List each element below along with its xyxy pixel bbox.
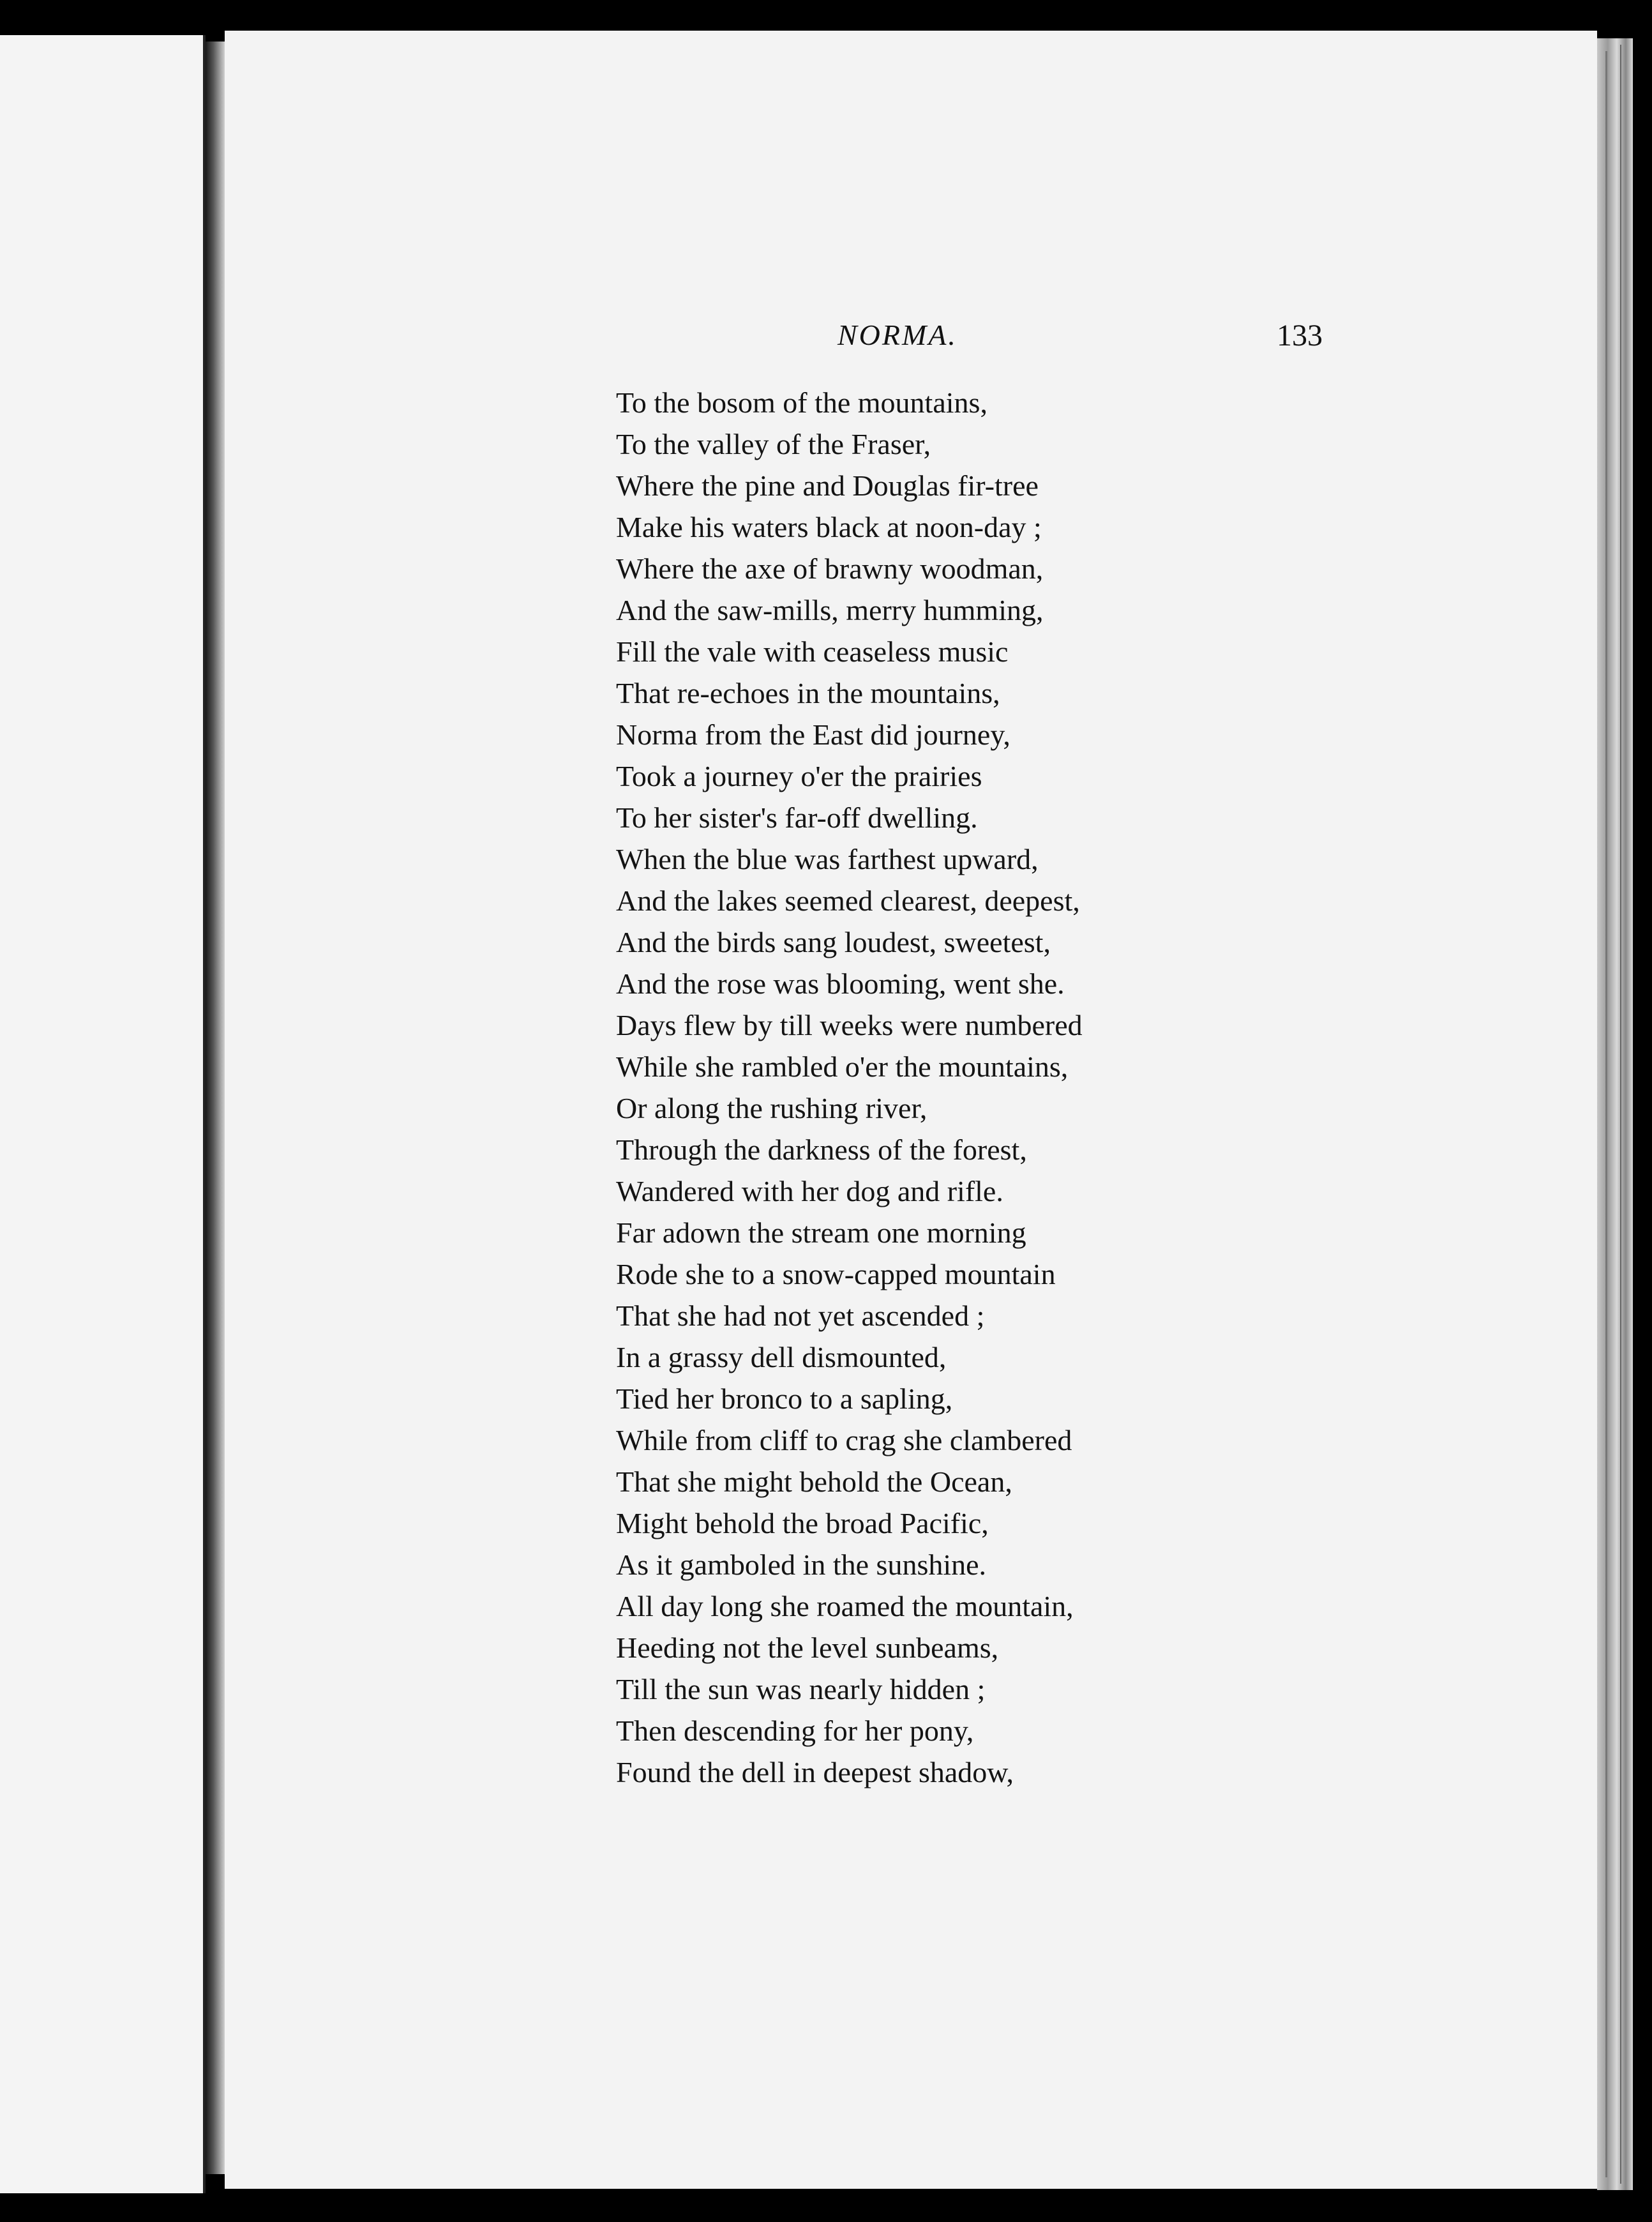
poem-line: While she rambled o'er the mountains, bbox=[616, 1050, 1069, 1083]
page-edges bbox=[1597, 38, 1633, 2190]
poem-line: Days flew by till weeks were numbered bbox=[616, 1009, 1083, 1041]
page-number: 133 bbox=[1277, 319, 1323, 352]
poem-line: Wandered with her dog and rifle. bbox=[616, 1175, 1003, 1207]
poem-line: Through the darkness of the forest, bbox=[616, 1133, 1027, 1166]
poem-line: And the birds sang loudest, sweetest, bbox=[616, 926, 1051, 958]
poem-line: And the saw-mills, merry humming, bbox=[616, 594, 1044, 626]
left-page-blank bbox=[0, 35, 206, 2193]
poem-line: That she might behold the Ocean, bbox=[616, 1465, 1012, 1498]
poem-line: When the blue was farthest upward, bbox=[616, 843, 1039, 875]
poem-line: And the rose was blooming, went she. bbox=[616, 967, 1065, 1000]
poem-line: Make his waters black at noon-day ; bbox=[616, 511, 1042, 543]
poem-line: Where the axe of brawny woodman, bbox=[616, 552, 1044, 585]
poem-line: Rode she to a snow-capped mountain bbox=[616, 1258, 1056, 1290]
page-edge-line bbox=[1620, 45, 1621, 2184]
poem-line: As it gamboled in the sunshine. bbox=[616, 1548, 987, 1581]
poem-line: That she had not yet ascended ; bbox=[616, 1299, 985, 1332]
poem-text bbox=[616, 382, 1254, 1793]
poem-line: Till the sun was nearly hidden ; bbox=[616, 1673, 986, 1705]
poem-line: To the valley of the Fraser, bbox=[616, 428, 931, 460]
poem-line: Fill the vale with ceaseless music bbox=[616, 635, 1009, 668]
poem-line: That re-echoes in the mountains, bbox=[616, 677, 1000, 709]
poem-line: Tied her bronco to a sapling, bbox=[616, 1382, 953, 1415]
running-head: NORMA. bbox=[837, 319, 957, 351]
poem-line: Norma from the East did journey, bbox=[616, 718, 1010, 751]
poem-line: Might behold the broad Pacific, bbox=[616, 1507, 989, 1539]
poem-line: Found the dell in deepest shadow, bbox=[616, 1756, 1014, 1788]
page-edge-line bbox=[1605, 51, 1607, 2177]
poem-line: Heeding not the level sunbeams, bbox=[616, 1631, 999, 1664]
poem-line: All day long she roamed the mountain, bbox=[616, 1590, 1074, 1622]
book-gutter bbox=[206, 42, 225, 2174]
poem-line: While from cliff to crag she clambered bbox=[616, 1424, 1072, 1456]
poem-line: In a grassy dell dismounted, bbox=[616, 1341, 947, 1373]
poem-line: And the lakes seemed clearest, deepest, bbox=[616, 884, 1080, 917]
poem-line: Then descending for her pony, bbox=[616, 1714, 974, 1747]
poem-line: Where the pine and Douglas fir-tree bbox=[616, 469, 1039, 502]
poem-line: Or along the rushing river, bbox=[616, 1092, 927, 1124]
poem-line: Far adown the stream one morning bbox=[616, 1216, 1026, 1249]
poem-line: To the bosom of the mountains, bbox=[616, 386, 987, 419]
poem-line: Took a journey o'er the prairies bbox=[616, 760, 982, 792]
poem-line: To her sister's far-off dwelling. bbox=[616, 801, 978, 834]
